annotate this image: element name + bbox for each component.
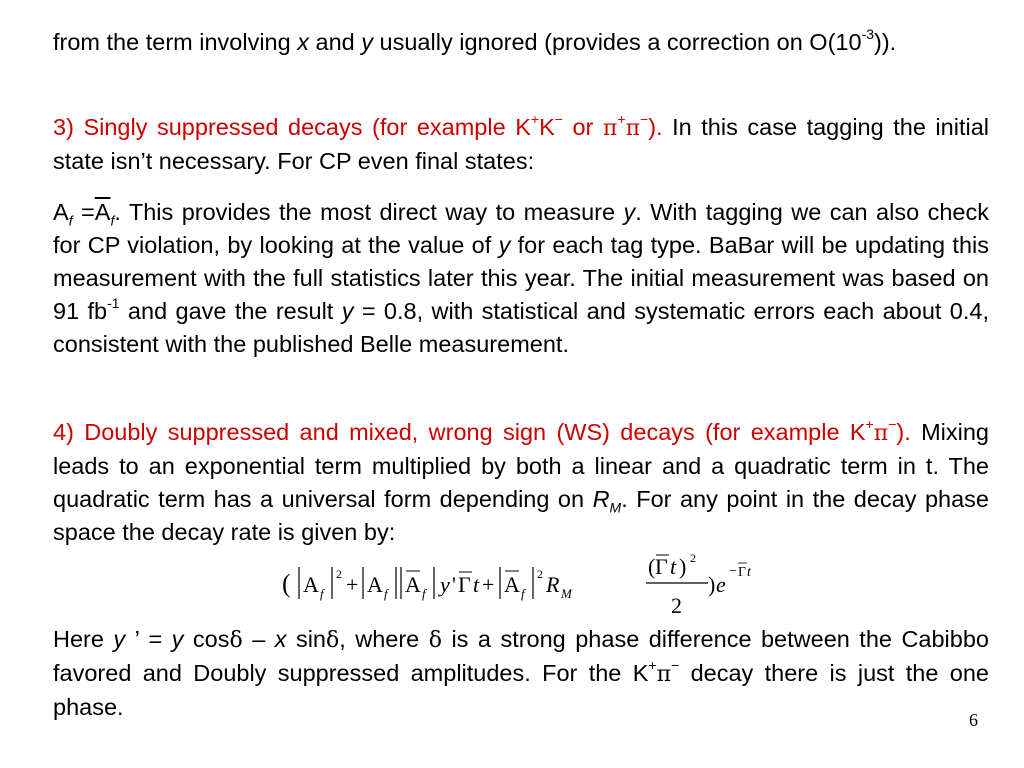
eq-num-lparen: (	[648, 554, 656, 579]
text: decay there is just the one phase.	[53, 660, 989, 720]
var-y: y	[623, 199, 636, 225]
var-x: x	[297, 29, 309, 55]
paragraph-y-prime: Here y ’ = y cosδ – x sinδ, where δ is a strong phase difference between the Cabibbo favored and Doubly suppressed amplitudes. For the K+π− decay there is just the one phase.	[53, 626, 989, 720]
heading-singly-suppressed: 3) Singly suppressed decays (for example K+K− or π+π−).	[53, 111, 663, 141]
eq-A: A	[303, 572, 319, 597]
var-y: y	[361, 29, 374, 55]
delta: δ	[428, 628, 442, 653]
eq-exp-2: 2	[336, 567, 342, 581]
eq-R: R	[546, 572, 560, 597]
text: and	[308, 29, 362, 55]
eq-t: t	[473, 572, 480, 597]
text: from the term involving	[53, 29, 298, 55]
var-R: R	[592, 486, 610, 512]
text: In this case tagging the initial state isn’t necessary. For CP even final states:	[53, 114, 989, 174]
eq-denominator: 2	[671, 593, 682, 618]
eq-A-bar: A	[504, 572, 520, 597]
eq-num-rparen: )	[679, 554, 687, 579]
eq-lparen: (	[282, 569, 291, 598]
pi: π	[656, 662, 672, 687]
eq-Gamma: Γ	[655, 554, 668, 579]
eq-exp-2: 2	[537, 567, 543, 581]
exponent: -3	[861, 26, 875, 43]
text: , where	[339, 626, 429, 652]
page-number: 6	[969, 710, 978, 730]
paragraph-doubly-suppressed: 4) Doubly suppressed and mixed, wrong sign (WS) decays (for example K+π−). Mixing leads to an exponential term multiplied by both a linear and a quadratic term in t. The quadratic term has a universal form depending on $R_M$. For any point in the decay phase space the decay rate is given by:	[53, 416, 990, 545]
eq-A-bar: A	[405, 572, 421, 597]
decay-rate-equation	[280, 545, 800, 620]
eq-A: A	[367, 572, 383, 597]
eq-e: e	[716, 572, 726, 597]
var-x: x	[274, 626, 287, 652]
eq-Gamma: Γ	[458, 572, 471, 597]
heading-doubly-suppressed: 4) Doubly suppressed and mixed, wrong sign (WS) decays (for example K+π−).	[53, 416, 911, 446]
text: Mixing leads to an exponential term multiplied by both a linear and a quadratic term in t. The quadratic term has a universal form depending on	[53, 419, 989, 512]
text: Here	[53, 626, 114, 652]
var-y: y	[498, 232, 511, 258]
text: . This provides the most direct way to measure	[114, 199, 624, 225]
exponent: -1	[107, 295, 120, 312]
eq-Gamma: Γ	[738, 565, 747, 580]
var-y: y	[341, 298, 354, 324]
var-y: y	[171, 626, 184, 652]
amplitude-A-bar: $\overline{A}$	[94, 199, 111, 225]
paragraph-continuation	[53, 26, 989, 59]
text: cos	[183, 626, 230, 652]
eq-f: f	[320, 586, 324, 601]
text: is a strong phase difference between the Cabibbo favored and Doubly suppressed amplitudes. For the K	[53, 626, 989, 686]
text: For any point in the decay phase space the decay rate is given by:	[53, 486, 990, 545]
eq-t: t	[670, 554, 677, 579]
text: )).	[874, 29, 897, 55]
eq-plus: +	[346, 572, 359, 597]
eq-y: y	[440, 572, 450, 597]
paragraph-cp-even: $A_f =\overline{A}_f$. This provides the most direct way to measure y. With tagging we can also check for CP violation, by looking at the value of y for each tag type. BaBar will be updating this measurement with the full statistics later this year. The initial measurement was based on 91 $fb^{-1}$ and gave the result y = 0.8, with statistical and systematic errors each about 0.4, consistent with the published Belle measurement.	[53, 199, 989, 357]
text: for each tag type. BaBar will be updating this measurement with the full statistics later this year. The initial measurement was based on 91 fb	[53, 232, 989, 324]
delta: δ	[326, 628, 340, 653]
text: and gave the result	[119, 298, 342, 324]
text: usually ignored (provides a correction on O(10	[373, 29, 862, 55]
eq-rparen: )	[708, 572, 716, 597]
eq-f: f	[422, 586, 426, 601]
eq-f: f	[384, 586, 388, 601]
eq-f: f	[521, 586, 525, 601]
eq-minus: −	[729, 564, 737, 579]
eq-plus: +	[482, 572, 495, 597]
text: . With tagging we can also check for CP violation, by looking at the value of	[53, 199, 989, 258]
text: sin	[286, 626, 326, 652]
eq-t: t	[747, 565, 751, 580]
text: –	[242, 626, 275, 652]
text: ’ =	[125, 626, 172, 652]
eq-M: M	[561, 586, 572, 601]
var-y: y	[113, 626, 126, 652]
eq-prime: '	[452, 572, 456, 597]
text: = 0.8, with statistical and systematic errors each about 0.4, consistent with the published Belle measurement.	[53, 298, 989, 357]
amplitude-A: A	[53, 199, 69, 225]
eq-exp-2: 2	[690, 551, 696, 565]
delta: δ	[229, 628, 243, 653]
text: =	[72, 199, 95, 225]
text: .	[621, 486, 628, 512]
paragraph-singly-suppressed	[53, 111, 989, 178]
